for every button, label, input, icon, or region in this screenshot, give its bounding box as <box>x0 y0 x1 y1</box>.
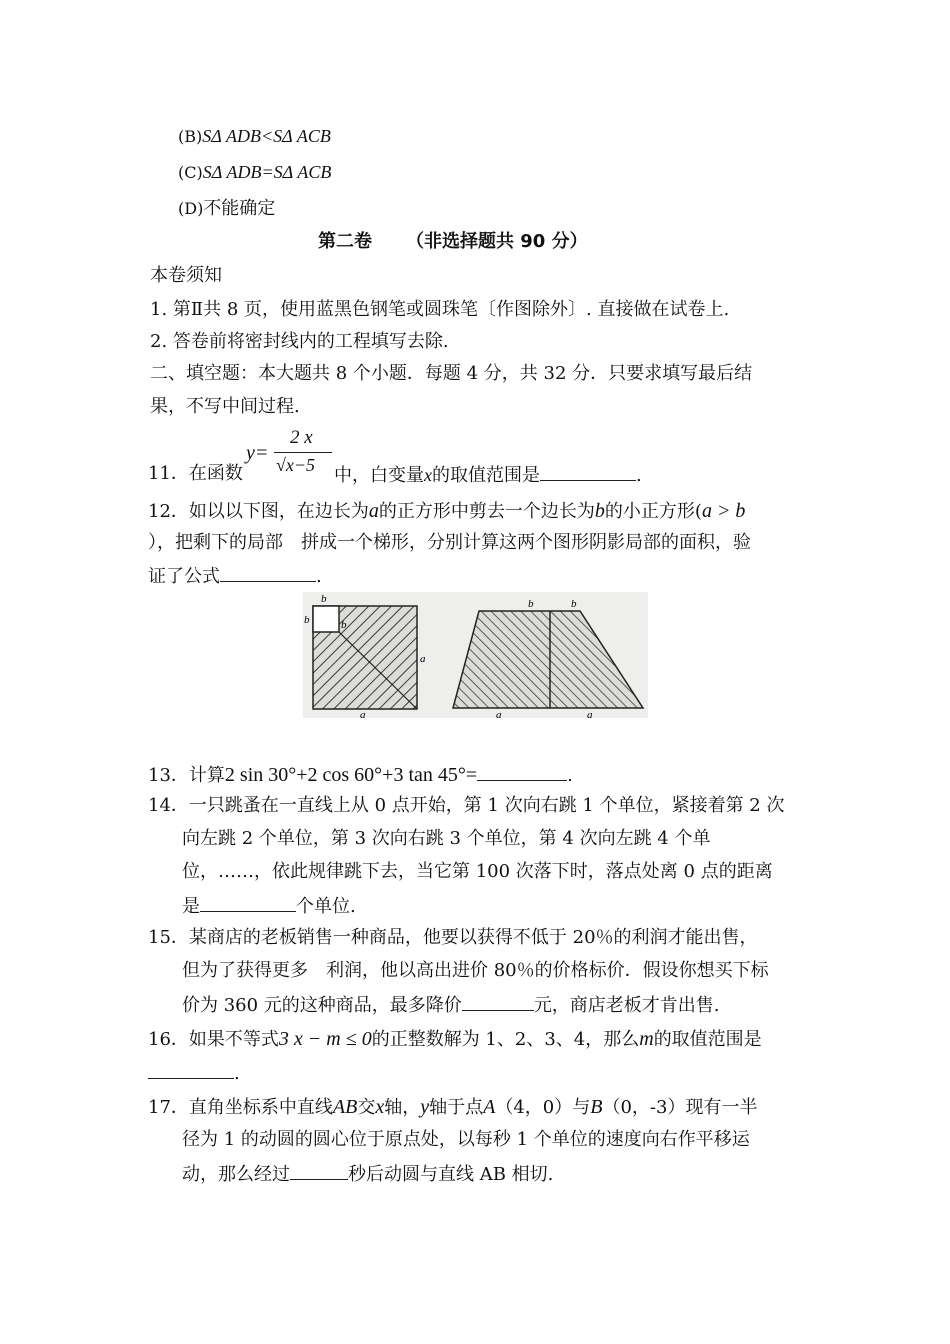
cut-square <box>313 606 339 632</box>
option-c-letter: (C) <box>178 163 203 182</box>
q11-fraction-bar <box>274 452 332 453</box>
q17-y: y <box>420 1096 430 1118</box>
q11-rest <box>334 462 642 488</box>
q12-line-3 <box>148 563 322 589</box>
q12-var-a: a <box>368 500 379 522</box>
q12-var-b: b <box>594 500 605 522</box>
q12-figure <box>303 592 648 718</box>
q17-line-2: 径为 1 的动圆的圆心位于原点处，以每秒 1 个单位的速度向右作平移运 <box>182 1129 750 1150</box>
q11-prefix: 11．在函数 <box>148 463 243 484</box>
q16-expression: 3 x − m ≤ 0 <box>278 1028 372 1050</box>
q17-answer-blank[interactable] <box>290 1161 348 1180</box>
q17-line-3-b: 秒后动圆与直线 AB 相切. <box>348 1164 554 1185</box>
label-a-right: a <box>420 653 426 665</box>
q15-line-1: 15．某商店的老板销售一种商品，他要以获得不低于 20％的利润才能出售， <box>148 927 758 948</box>
q12-line-2: ），把剩下的局部 拼成一个梯形，分别计算这两个图形阴影局部的面积，验 <box>148 532 751 553</box>
notice-item-2: 2. 答卷前将密封线内的工程填写去除. <box>150 331 449 352</box>
q12-answer-blank[interactable] <box>220 563 316 582</box>
q13 <box>148 762 573 788</box>
q11-numerator: 2 x <box>290 427 313 448</box>
q17-point-a: A <box>483 1096 496 1118</box>
q12-text-c: 的小正方形( <box>604 501 702 522</box>
q14-line-4-a: 是 <box>182 896 200 917</box>
label-trap-b2: b <box>571 598 577 610</box>
q12-end: . <box>316 566 322 587</box>
section-title <box>318 230 588 254</box>
q16-var: m <box>639 1028 654 1050</box>
q12-figure-svg <box>303 592 648 718</box>
q17-t5: （0，-3）现有一半 <box>602 1097 758 1118</box>
q11-denominator: √x−5 <box>276 455 316 475</box>
q16-answer-blank[interactable] <box>148 1060 234 1079</box>
label-trap-a2: a <box>587 709 593 718</box>
part2-line-1: 二、填空题：本大题共 8 个小题．每题 4 分，共 32 分．只要求填写最后结 <box>150 363 753 384</box>
q13-prefix: 13．计算 <box>148 765 225 786</box>
option-b-text: SΔ ADB<SΔ ACB <box>202 126 331 146</box>
option-b-letter: (B) <box>178 127 203 146</box>
option-d <box>178 197 275 221</box>
q16-end: . <box>234 1063 240 1084</box>
part2-line-2: 果，不写中间过程. <box>150 396 300 417</box>
q16-line-1 <box>148 1027 762 1052</box>
q12-text-a: 12．如以以下图，在边长为 <box>148 501 369 522</box>
q17-t4: （4，0）与 <box>495 1097 591 1118</box>
q17-x: x <box>375 1096 385 1118</box>
notice-heading: 本卷须知 <box>150 265 222 286</box>
q17-t2: 轴， <box>384 1097 421 1118</box>
q11-answer-blank[interactable] <box>540 462 636 481</box>
section-title-sub: （非选择题共 90 分） <box>406 231 588 252</box>
label-b-diag: b <box>341 619 347 631</box>
q16-mid: 的正整数解为 1、2、3、4，那么 <box>371 1029 640 1050</box>
q11-suffix: 的取值范围是 <box>432 465 540 486</box>
q11-end: . <box>636 465 642 486</box>
label-trap-a1: a <box>496 709 502 718</box>
q14-line-1: 14．一只跳蚤在一直线上从 0 点开始，第 1 次向右跳 1 个单位，紧接着第 2 次 <box>148 795 785 816</box>
option-b <box>178 124 331 149</box>
q11-y-eq: y= <box>246 442 269 464</box>
q11-mid: 中，白变量 <box>334 465 424 486</box>
q15-line-3-a: 价为 360 元的这种商品，最多降价 <box>182 995 462 1016</box>
q12-condition: a > b <box>701 500 746 522</box>
q12-line-1 <box>148 499 745 524</box>
label-a-bottom: a <box>360 709 366 718</box>
q17-t3: 轴于点 <box>429 1097 484 1118</box>
q15-line-2: 但为了获得更多 利润，他以高出进价 80％的价格标价．假设你想买下标 <box>182 960 769 981</box>
label-trap-b1: b <box>528 598 534 610</box>
label-b-left: b <box>304 614 310 626</box>
q13-end: . <box>567 765 573 786</box>
q11-var: x <box>424 465 432 485</box>
q12-line-3-text: 证了公式 <box>148 566 220 587</box>
q13-expression: 2 sin 30°+2 cos 60°+3 tan 45°= <box>224 764 478 786</box>
q17-line-3 <box>182 1161 553 1187</box>
trapezoid <box>453 611 643 708</box>
section-title-main: 第二卷 <box>318 231 372 252</box>
option-c <box>178 160 331 185</box>
option-d-text: 不能确定 <box>203 198 276 219</box>
q17-ab: AB <box>332 1096 358 1118</box>
q17-t1: 交 <box>357 1097 376 1118</box>
q17-line-3-a: 动，那么经过 <box>182 1164 290 1185</box>
q16-suffix: 的取值范围是 <box>653 1029 762 1050</box>
q16-prefix: 16．如果不等式 <box>148 1029 279 1050</box>
q15-line-3-b: 元，商店老板才肯出售. <box>533 995 720 1016</box>
notice-item-1: 1. 第Ⅱ共 8 页，使用蓝黑色钢笔或圆珠笔〔作图除外〕. 直接做在试卷上. <box>150 299 730 320</box>
q17-prefix: 17．直角坐标系中直线 <box>148 1097 333 1118</box>
q12-text-b: 的正方形中剪去一个边长为 <box>378 501 595 522</box>
q14-line-4-b: 个单位. <box>296 896 356 917</box>
option-d-letter: (D) <box>178 199 204 218</box>
q16-line-2 <box>148 1060 240 1086</box>
q17-line-1 <box>148 1095 757 1120</box>
option-c-text: SΔ ADB=SΔ ACB <box>202 162 332 182</box>
q14-answer-blank[interactable] <box>200 893 296 912</box>
q15-line-3 <box>182 992 720 1018</box>
q13-answer-blank[interactable] <box>477 762 567 781</box>
q14-line-2: 向左跳 2 个单位，第 3 次向右跳 3 个单位，第 4 次向左跳 4 个单 <box>182 828 711 849</box>
q14-line-4 <box>182 893 356 919</box>
q15-answer-blank[interactable] <box>462 992 534 1011</box>
label-b-top: b <box>321 593 327 605</box>
q17-point-b: B <box>590 1096 603 1118</box>
q14-line-3: 位，……，依此规律跳下去，当它第 100 次落下时，落点处离 0 点的距离 <box>182 861 773 882</box>
